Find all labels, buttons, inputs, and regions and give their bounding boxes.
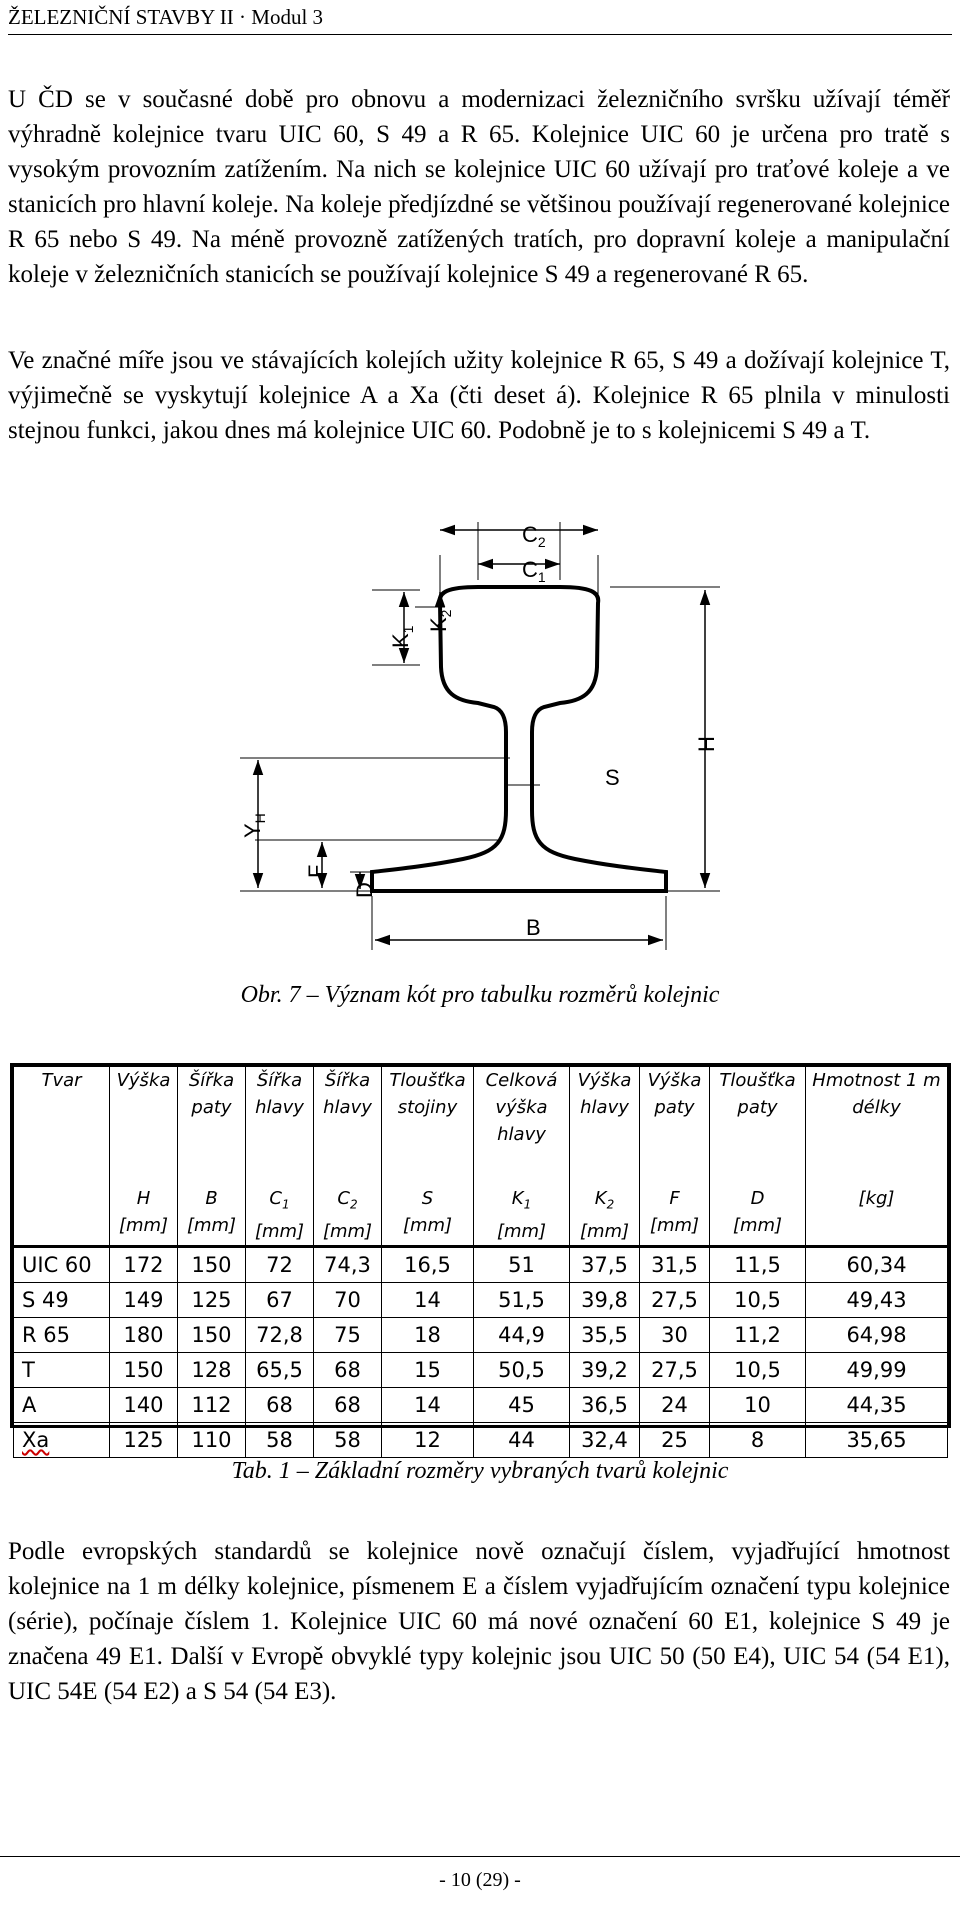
value-cell: 110 [178,1423,246,1458]
symbol-cell: S [mm] [382,1185,474,1247]
value-cell: 14 [382,1388,474,1423]
table-symbol-row [14,1185,948,1247]
value-cell: 150 [178,1318,246,1353]
label-K2: $K_2$ [426,609,454,632]
value-cell: 39,8 [570,1283,640,1318]
value-cell: 68 [246,1388,314,1423]
header-cell: Šířka hlavy [314,1067,382,1185]
symbol-cell: H [mm] [110,1185,178,1247]
value-cell: 149 [110,1283,178,1318]
value-cell: 11,2 [710,1318,806,1353]
value-cell: 180 [110,1318,178,1353]
label-D: D [352,882,377,898]
header-cell: Šířka hlavy [246,1067,314,1185]
label-S: S [605,765,620,790]
symbol-cell: $C_1$ [mm] [246,1185,314,1247]
rail-type-cell: A [14,1388,110,1423]
symbol-cell: F [mm] [640,1185,710,1247]
header-cell: Výška paty [640,1067,710,1185]
rail-profile-figure [0,500,960,960]
value-cell: 32,4 [570,1423,640,1458]
value-cell: 44,35 [806,1388,948,1423]
value-cell: 58 [314,1423,382,1458]
value-cell: 60,34 [806,1247,948,1283]
header-cell: Celková výška hlavy [474,1067,570,1185]
label-K1: $K_1$ [388,625,416,648]
header-cell: Výška [110,1067,178,1185]
value-cell: 150 [110,1353,178,1388]
value-cell: 35,65 [806,1423,948,1458]
page-header: ŽELEZNIČNÍ STAVBY II · Modul 3 [8,4,952,35]
table-row [14,1353,948,1388]
header-cell: Tvar [14,1067,110,1185]
table-row [14,1318,948,1353]
rail-type-cell: S 49 [14,1283,110,1318]
label-YH: $Y_H$ [240,813,268,838]
label-H: H [694,736,719,752]
symbol-cell: [kg] [806,1185,948,1247]
header-cell: Hmotnost 1 m délky [806,1067,948,1185]
rail-cross-section [372,587,666,891]
label-C2: $C_2$ [522,522,546,550]
value-cell: 72,8 [246,1318,314,1353]
value-cell: 37,5 [570,1247,640,1283]
value-cell: 64,98 [806,1318,948,1353]
paragraph-european-standards: Podle evropských standardů se kolejnice nově označují číslem, vyjadřující hmotnost kolejnice na 1 m délky kolejnice, písmenem E a číslem vyjadřujícím označení typu kolejnice (série), počínaje číslem 1. Kolejnice UIC 60 má nové označení 60 E1, kolejnice S 49 je značena 49 E1. Další v Evropě obvyklé typy kolejnic jsou UIC 50 (50 E4), UIC 54 (54 E1), UIC 54E (54 E2) a S 54 (54 E3). [8,1538,950,1705]
value-cell: 112 [178,1388,246,1423]
rail-type-cell: UIC 60 [14,1247,110,1283]
value-cell: 172 [110,1247,178,1283]
value-cell: 14 [382,1283,474,1318]
value-cell: 10,5 [710,1353,806,1388]
value-cell: 140 [110,1388,178,1423]
value-cell: 24 [640,1388,710,1423]
paragraph-rail-usage: U ČD se v současné době pro obnovu a modernizaci železničního svršku užívají téměř výhradně kolejnice tvaru UIC 60, S 49 a R 65. Kolejnice UIC 60 je určena pro tratě s vysokým provozním zatížením. Na nich se kolejnice UIC 60 užívají pro traťové koleje a ve stanicích pro hlavní koleje. Na koleje předjízdné se většinou používají regenerované kolejnice R 65 nebo S 49. Na méně provozně zatížených tratích, pro dopravní koleje a manipulační koleje v železničních stanicích se používají kolejnice S 49 a regenerované R 65. [8,86,950,288]
value-cell: 65,5 [246,1353,314,1388]
table-row [14,1423,948,1458]
value-cell: 10,5 [710,1283,806,1318]
value-cell: 68 [314,1388,382,1423]
value-cell: 51 [474,1247,570,1283]
symbol-cell [14,1185,110,1247]
table-row [14,1283,948,1318]
header-cell: Výška hlavy [570,1067,640,1185]
value-cell: 27,5 [640,1283,710,1318]
value-cell: 15 [382,1353,474,1388]
page-footer: - 10 (29) - [0,1856,960,1892]
value-cell: 18 [382,1318,474,1353]
value-cell: 128 [178,1353,246,1388]
value-cell: 31,5 [640,1247,710,1283]
value-cell: 12 [382,1423,474,1458]
value-cell: 49,43 [806,1283,948,1318]
paragraph-existing-rails: Ve značné míře jsou ve stávajících kolejích užity kolejnice R 65, S 49 a dožívají kolejnice T, výjimečně se vyskytují kolejnice A a Xa (čti deset á). Kolejnice R 65 plnila v minulosti stejnou funkci, jakou dnes má kolejnice UIC 60. Podobně je to s kolejnicemi S 49 a T. [8,347,950,444]
table-row [14,1388,948,1423]
value-cell: 44 [474,1423,570,1458]
symbol-cell: $K_1$ [mm] [474,1185,570,1247]
header-cell: Tloušťka paty [710,1067,806,1185]
value-cell: 11,5 [710,1247,806,1283]
value-cell: 72 [246,1247,314,1283]
value-cell: 50,5 [474,1353,570,1388]
value-cell: 150 [178,1247,246,1283]
value-cell: 68 [314,1353,382,1388]
rail-type-cell: R 65 [14,1318,110,1353]
value-cell: 27,5 [640,1353,710,1388]
value-cell: 75 [314,1318,382,1353]
label-B: B [526,915,541,940]
table-body [14,1247,948,1458]
value-cell: 35,5 [570,1318,640,1353]
label-C1: $C_1$ [522,557,546,585]
value-cell: 36,5 [570,1388,640,1423]
symbol-cell: D [mm] [710,1185,806,1247]
value-cell: 10 [710,1388,806,1423]
figure-caption: Obr. 7 – Význam kót pro tabulku rozměrů kolejnic [240,982,720,1008]
value-cell: 45 [474,1388,570,1423]
label-F: F [304,864,329,878]
value-cell: 25 [640,1423,710,1458]
value-cell: 125 [110,1423,178,1458]
value-cell: 16,5 [382,1247,474,1283]
value-cell: 49,99 [806,1353,948,1388]
value-cell: 44,9 [474,1318,570,1353]
value-cell: 67 [246,1283,314,1318]
table-header-row [14,1067,948,1185]
rail-type-cell: T [14,1353,110,1388]
symbol-cell: $K_2$ [mm] [570,1185,640,1247]
header-cell: Tloušťka stojiny [382,1067,474,1185]
table-row [14,1247,948,1283]
value-cell: 30 [640,1318,710,1353]
value-cell: 8 [710,1423,806,1458]
value-cell: 125 [178,1283,246,1318]
value-cell: 70 [314,1283,382,1318]
value-cell: 74,3 [314,1247,382,1283]
value-cell: 39,2 [570,1353,640,1388]
value-cell: 51,5 [474,1283,570,1318]
symbol-cell: $C_2$ [mm] [314,1185,382,1247]
symbol-cell: B [mm] [178,1185,246,1247]
value-cell: 58 [246,1423,314,1458]
header-cell: Šířka paty [178,1067,246,1185]
table-caption: Tab. 1 – Základní rozměry vybraných tvarů kolejnic [231,1458,729,1484]
dimension-labels [240,522,719,940]
rail-dimensions-table [10,1063,951,1453]
rail-type-cell: Xa [14,1423,110,1458]
